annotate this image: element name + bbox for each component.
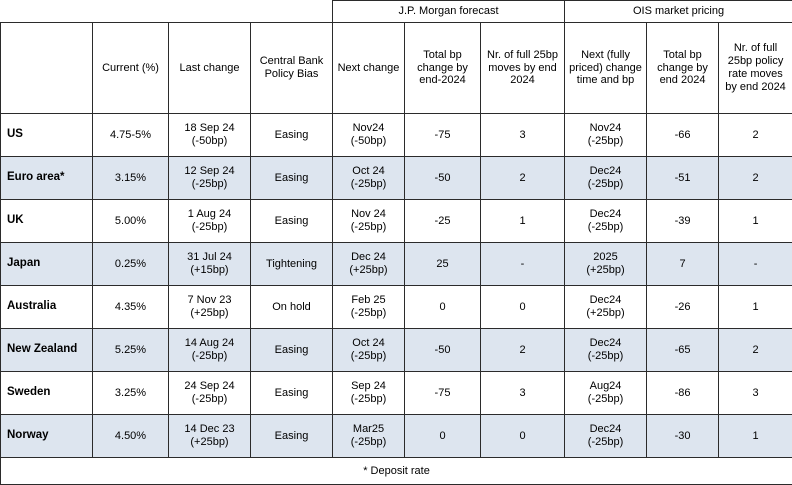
- row-ois-total-bp: 7: [647, 243, 719, 286]
- row-ois-next-bp: (-25bp): [568, 350, 643, 363]
- row-ois-next-bp: (-25bp): [568, 221, 643, 234]
- row-ois-next-change: [565, 329, 647, 372]
- row-policy-bias: Easing: [251, 372, 333, 415]
- row-ois-moves: 2: [719, 114, 792, 157]
- row-ois-next-date: Nov24: [568, 122, 643, 135]
- row-last-change-date: 24 Sep 24: [172, 380, 247, 393]
- row-last-change-bp: (-25bp): [172, 178, 247, 191]
- row-country: UK: [1, 200, 93, 243]
- row-current: 3.25%: [93, 372, 169, 415]
- row-ois-total-bp: -65: [647, 329, 719, 372]
- row-next-change: [333, 329, 405, 372]
- group-header-spacer: [251, 1, 333, 23]
- row-ois-moves: 2: [719, 329, 792, 372]
- row-ois-next-change: [565, 200, 647, 243]
- column-header-row: [1, 23, 792, 114]
- row-next-change-date: Oct 24: [336, 337, 401, 350]
- row-ois-moves: -: [719, 243, 792, 286]
- table-row: [1, 200, 792, 243]
- column-header-last-change: Last change: [169, 23, 251, 114]
- row-moves-2024: 1: [481, 200, 565, 243]
- row-ois-next-bp: (-25bp): [568, 393, 643, 406]
- row-next-change-bp: (-25bp): [336, 307, 401, 320]
- row-country: US: [1, 114, 93, 157]
- row-next-change-bp: (-25bp): [336, 436, 401, 449]
- row-country: Sweden: [1, 372, 93, 415]
- group-header-ois: OIS market pricing: [565, 1, 792, 23]
- row-total-bp-2024: -75: [405, 114, 481, 157]
- row-next-change: [333, 243, 405, 286]
- row-current: 0.25%: [93, 243, 169, 286]
- row-current: 3.15%: [93, 157, 169, 200]
- row-next-change: [333, 200, 405, 243]
- row-current: 4.35%: [93, 286, 169, 329]
- column-header-ois-total-bp: Total bp change by end 2024: [647, 23, 719, 114]
- row-next-change-bp: (-25bp): [336, 178, 401, 191]
- row-ois-next-change: [565, 372, 647, 415]
- row-ois-next-date: Dec24: [568, 423, 643, 436]
- column-header-current: Current (%): [93, 23, 169, 114]
- row-moves-2024: 0: [481, 286, 565, 329]
- row-policy-bias: Easing: [251, 157, 333, 200]
- table-row: [1, 286, 792, 329]
- column-header-policy-bias: Central Bank Policy Bias: [251, 23, 333, 114]
- row-last-change-bp: (-50bp): [172, 135, 247, 148]
- table-row: [1, 114, 792, 157]
- row-total-bp-2024: -25: [405, 200, 481, 243]
- column-header-moves-2024: Nr. of full 25bp moves by end 2024: [481, 23, 565, 114]
- row-ois-next-bp: (+25bp): [568, 264, 643, 277]
- table-row: [1, 329, 792, 372]
- row-last-change: [169, 415, 251, 458]
- row-next-change-date: Oct 24: [336, 165, 401, 178]
- row-policy-bias: Easing: [251, 200, 333, 243]
- row-ois-next-bp: (-25bp): [568, 178, 643, 191]
- row-ois-moves: 3: [719, 372, 792, 415]
- row-ois-total-bp: -51: [647, 157, 719, 200]
- row-last-change-bp: (+15bp): [172, 264, 247, 277]
- row-policy-bias: Easing: [251, 329, 333, 372]
- row-total-bp-2024: -75: [405, 372, 481, 415]
- row-total-bp-2024: 0: [405, 286, 481, 329]
- row-policy-bias: Easing: [251, 415, 333, 458]
- footnote: * Deposit rate: [1, 458, 792, 485]
- row-ois-moves: 1: [719, 286, 792, 329]
- table-row: [1, 243, 792, 286]
- row-total-bp-2024: 25: [405, 243, 481, 286]
- table-row: [1, 415, 792, 458]
- row-ois-total-bp: -66: [647, 114, 719, 157]
- row-next-change: [333, 372, 405, 415]
- row-total-bp-2024: 0: [405, 415, 481, 458]
- row-country: Australia: [1, 286, 93, 329]
- row-ois-next-date: Dec24: [568, 165, 643, 178]
- column-header-total-bp-2024: Total bp change by end-2024: [405, 23, 481, 114]
- column-header-ois-moves: Nr. of full 25bp policy rate moves by end 2024: [719, 23, 792, 114]
- row-next-change-date: Nov24: [336, 122, 401, 135]
- row-country: Japan: [1, 243, 93, 286]
- row-last-change-bp: (-25bp): [172, 350, 247, 363]
- row-ois-moves: 1: [719, 415, 792, 458]
- row-ois-total-bp: -39: [647, 200, 719, 243]
- group-header-spacer: [169, 1, 251, 23]
- row-ois-next-change: [565, 243, 647, 286]
- row-last-change: [169, 114, 251, 157]
- row-moves-2024: 0: [481, 415, 565, 458]
- row-total-bp-2024: -50: [405, 329, 481, 372]
- row-ois-total-bp: -30: [647, 415, 719, 458]
- row-next-change-date: Mar25: [336, 423, 401, 436]
- row-last-change-date: 12 Sep 24: [172, 165, 247, 178]
- row-next-change-date: Feb 25: [336, 294, 401, 307]
- row-next-change-date: Nov 24: [336, 208, 401, 221]
- row-last-change: [169, 372, 251, 415]
- row-next-change: [333, 157, 405, 200]
- row-last-change-date: 18 Sep 24: [172, 122, 247, 135]
- row-last-change: [169, 243, 251, 286]
- row-policy-bias: Easing: [251, 114, 333, 157]
- row-next-change: [333, 286, 405, 329]
- row-last-change-bp: (-25bp): [172, 221, 247, 234]
- row-current: 5.25%: [93, 329, 169, 372]
- row-ois-next-bp: (+25bp): [568, 307, 643, 320]
- row-last-change: [169, 329, 251, 372]
- group-header-jpm: J.P. Morgan forecast: [333, 1, 565, 23]
- column-header-next-change: Next change: [333, 23, 405, 114]
- row-current: 4.75-5%: [93, 114, 169, 157]
- row-ois-total-bp: -86: [647, 372, 719, 415]
- row-current: 5.00%: [93, 200, 169, 243]
- row-next-change: [333, 415, 405, 458]
- row-total-bp-2024: -50: [405, 157, 481, 200]
- row-ois-next-change: [565, 415, 647, 458]
- row-last-change-date: 7 Nov 23: [172, 294, 247, 307]
- row-moves-2024: 3: [481, 114, 565, 157]
- row-moves-2024: 3: [481, 372, 565, 415]
- row-country: New Zealand: [1, 329, 93, 372]
- group-header-row: [1, 1, 792, 23]
- row-policy-bias: Tightening: [251, 243, 333, 286]
- row-ois-next-change: [565, 114, 647, 157]
- row-next-change-bp: (-25bp): [336, 393, 401, 406]
- row-next-change-date: Dec 24: [336, 251, 401, 264]
- row-next-change-bp: (-50bp): [336, 135, 401, 148]
- row-country: Norway: [1, 415, 93, 458]
- row-last-change: [169, 286, 251, 329]
- row-ois-next-bp: (-25bp): [568, 436, 643, 449]
- row-moves-2024: -: [481, 243, 565, 286]
- row-ois-total-bp: -26: [647, 286, 719, 329]
- row-ois-next-change: [565, 286, 647, 329]
- footnote-row: [1, 458, 792, 485]
- row-next-change-bp: (-25bp): [336, 221, 401, 234]
- row-ois-next-date: Dec24: [568, 294, 643, 307]
- row-next-change: [333, 114, 405, 157]
- row-ois-next-bp: (-25bp): [568, 135, 643, 148]
- row-policy-bias: On hold: [251, 286, 333, 329]
- row-last-change: [169, 200, 251, 243]
- row-ois-next-date: 2025: [568, 251, 643, 264]
- row-ois-moves: 2: [719, 157, 792, 200]
- row-ois-moves: 1: [719, 200, 792, 243]
- row-next-change-bp: (-25bp): [336, 350, 401, 363]
- table-row: [1, 372, 792, 415]
- row-last-change-bp: (+25bp): [172, 307, 247, 320]
- row-last-change: [169, 157, 251, 200]
- column-header-ois-next-change: Next (fully priced) change time and bp: [565, 23, 647, 114]
- group-header-spacer: [93, 1, 169, 23]
- row-moves-2024: 2: [481, 329, 565, 372]
- column-header-country: [1, 23, 93, 114]
- row-moves-2024: 2: [481, 157, 565, 200]
- table-row: [1, 157, 792, 200]
- row-last-change-date: 1 Aug 24: [172, 208, 247, 221]
- row-country: Euro area*: [1, 157, 93, 200]
- row-ois-next-date: Dec24: [568, 337, 643, 350]
- row-ois-next-change: [565, 157, 647, 200]
- row-last-change-date: 14 Aug 24: [172, 337, 247, 350]
- row-last-change-date: 14 Dec 23: [172, 423, 247, 436]
- group-header-spacer: [1, 1, 93, 23]
- row-next-change-date: Sep 24: [336, 380, 401, 393]
- row-last-change-bp: (-25bp): [172, 393, 247, 406]
- row-current: 4.50%: [93, 415, 169, 458]
- row-ois-next-date: Dec24: [568, 208, 643, 221]
- row-ois-next-date: Aug24: [568, 380, 643, 393]
- row-last-change-date: 31 Jul 24: [172, 251, 247, 264]
- row-last-change-bp: (+25bp): [172, 436, 247, 449]
- row-next-change-bp: (+25bp): [336, 264, 401, 277]
